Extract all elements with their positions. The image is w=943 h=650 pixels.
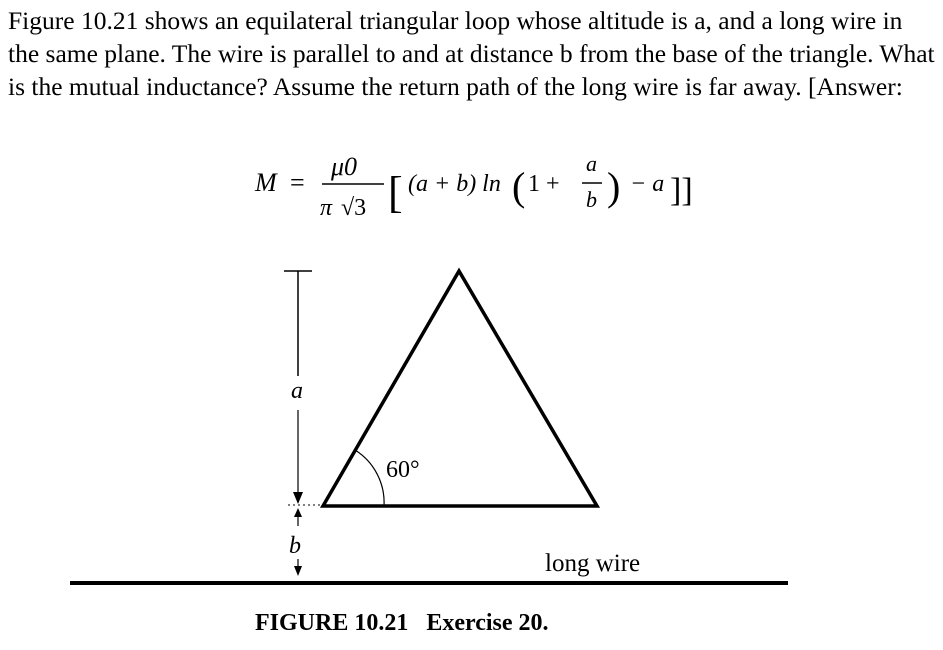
formula-minus-a: − a: [630, 171, 665, 197]
formula-one-plus: 1 +: [528, 171, 560, 197]
problem-text: Figure 10.21 shows an equilateral triangular loop whose altitude is a, and a long wire in the same plane. The wire is parallel to and at distance b from the base of the triangle. What is the mutual inductance? Assume the return path of the long wire is far away. [Answer:: [8, 6, 935, 101]
angle-label: 60°: [386, 457, 420, 483]
distance-label: b: [289, 533, 301, 559]
formula-term-open: (a + b) ln: [408, 171, 501, 197]
caption-text: Exercise 20.: [426, 610, 549, 636]
formula-right-bracket: ]]: [670, 172, 693, 209]
figure-caption: [255, 610, 549, 637]
formula-frac-den: b: [586, 187, 597, 212]
formula-pi: π: [320, 195, 333, 221]
formula-frac-num: a: [586, 151, 597, 176]
formula-lhs: M: [255, 168, 277, 197]
formula-left-bracket: [: [388, 168, 403, 217]
angle-arc: [355, 450, 384, 506]
formula-left-paren: (: [512, 164, 526, 209]
altitude-arrow-head: [293, 492, 303, 504]
formula-right-paren: ): [607, 164, 621, 209]
wire-label: long wire: [545, 550, 641, 577]
distance-arrow-bottom: [294, 566, 302, 576]
triangular-loop: [323, 271, 597, 506]
figure-10-21: [0, 260, 943, 600]
altitude-label: a: [291, 378, 303, 404]
mutual-inductance-formula: [0, 145, 943, 235]
caption-label: FIGURE 10.21: [255, 610, 409, 636]
formula-sqrt3: √3: [341, 195, 367, 221]
formula-mu0: μ0: [331, 152, 358, 181]
formula-equals: =: [290, 168, 305, 197]
